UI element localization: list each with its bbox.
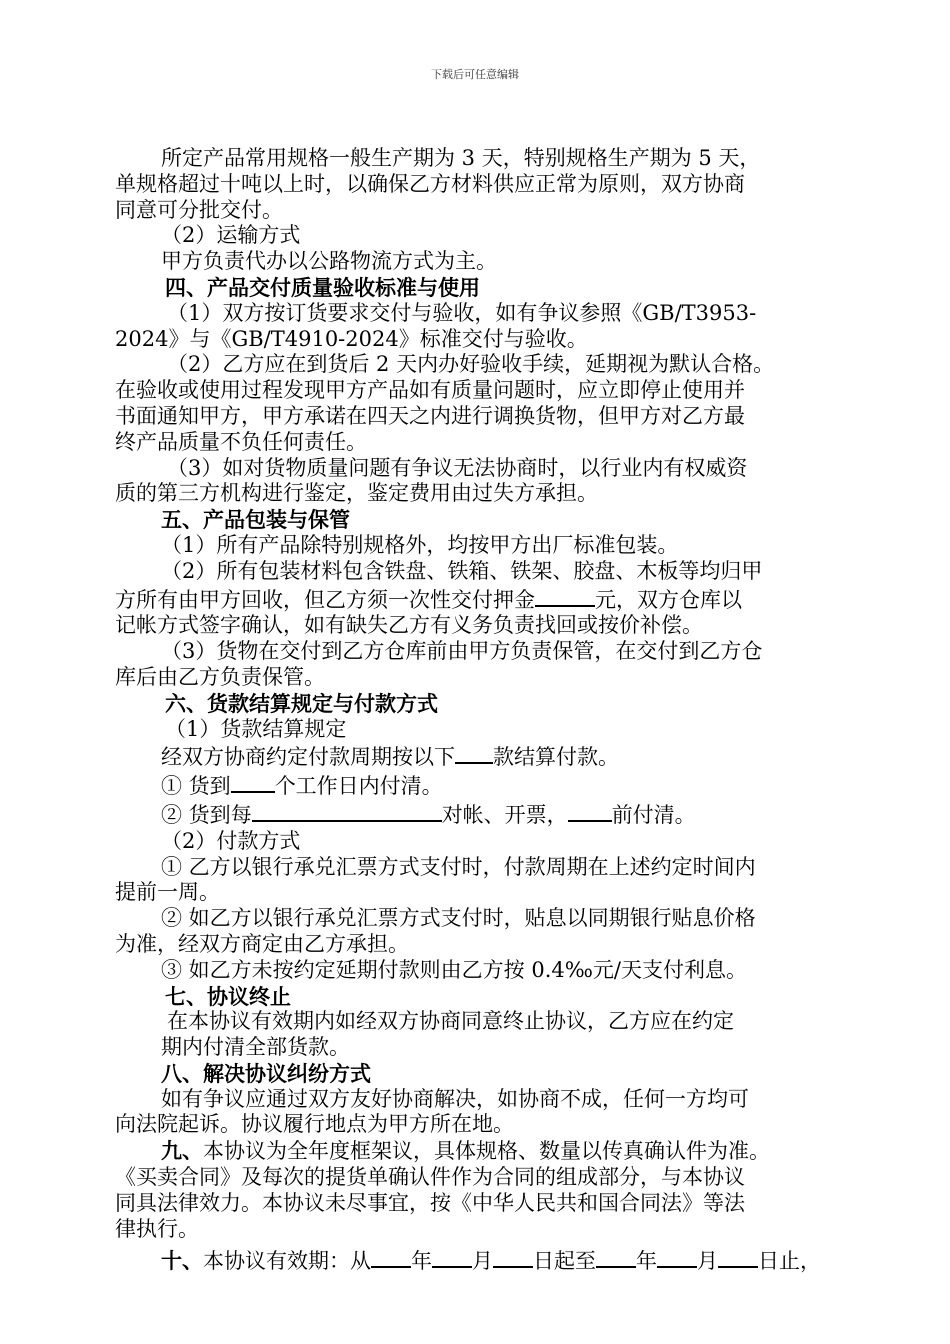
paragraph-line xyxy=(115,800,845,829)
text-span: 月 xyxy=(472,1249,493,1274)
paragraph-line: ③ 如乙方未按约定延期付款则由乙方按 0.4‰元/天支付利息。 xyxy=(161,957,747,982)
paragraph-line xyxy=(115,742,845,771)
deposit-blank[interactable] xyxy=(535,585,595,607)
workdays-blank[interactable] xyxy=(231,771,275,793)
reconcile-period-blank[interactable] xyxy=(252,800,442,822)
text-span: 本协议为全年度框架议，具体规格、数量以传真确认件为准。 xyxy=(203,1139,770,1164)
section-heading-5: 五、产品包装与保管 xyxy=(161,507,350,533)
end-year-blank[interactable] xyxy=(596,1246,636,1268)
paragraph-line: 如有争议应通过双方友好协商解决，如协商不成，任何一方均可 xyxy=(161,1086,749,1111)
paragraph-line: 库后由乙方负责保管。 xyxy=(115,664,325,689)
text-span: 年 xyxy=(636,1249,657,1274)
section-heading-6: 六、货款结算规定与付款方式 xyxy=(165,690,438,716)
start-month-blank[interactable] xyxy=(432,1246,472,1268)
text-span: 月 xyxy=(697,1249,718,1274)
paragraph-line: （2）所有包装材料包含铁盘、铁箱、铁架、胶盘、木板等均归甲 xyxy=(161,558,763,583)
text-span: 元，双方仓库以 xyxy=(595,587,742,612)
paragraph-line: 2024》与《GB/T4910-2024》标准交付与验收。 xyxy=(115,326,588,351)
paragraph-line: 在本协议有效期内如经双方协商同意终止协议，乙方应在约定 xyxy=(167,1009,734,1034)
paragraph-line: 所定产品常用规格一般生产期为 3 天，特别规格生产期为 5 天， xyxy=(161,146,761,170)
paragraph-line: （3）货物在交付到乙方仓库前由甲方负责保管，在交付到乙方仓 xyxy=(161,639,763,664)
paragraph-line: 向法院起诉。协议履行地点为甲方所在地。 xyxy=(115,1112,514,1137)
text-span: ① 货到 xyxy=(161,774,231,799)
section-heading-8: 八、解决协议纠纷方式 xyxy=(161,1060,371,1086)
text-span: 前付清。 xyxy=(611,802,696,827)
paragraph-line: （1）双方按订货要求交付与验收，如有争议参照《GB/T3953- xyxy=(167,300,757,325)
section-heading-10: 十、 xyxy=(161,1248,203,1274)
end-month-blank[interactable] xyxy=(657,1246,697,1268)
section-heading-9: 九、 xyxy=(161,1138,203,1164)
text-span: 日起至 xyxy=(533,1249,596,1274)
paragraph-line: 为准，经双方商定由乙方承担。 xyxy=(115,931,409,956)
paragraph-line: ② 如乙方以银行承兑汇票方式支付时，贴息以同期银行贴息价格 xyxy=(161,906,756,931)
subheading: （1）货款结算规定 xyxy=(165,716,347,741)
paragraph-line: 质的第三方机构进行鉴定，鉴定费用由过失方承担。 xyxy=(115,481,598,506)
paragraph-line: 记帐方式签字确认，如有缺失乙方有义务负责找回或按价补偿。 xyxy=(115,613,703,638)
paragraph-line: 同意可分批交付。 xyxy=(115,197,283,222)
subheading: （2）付款方式 xyxy=(161,828,301,853)
paragraph-line: （3）如对货物质量问题有争议无法协商时，以行业内有权威资 xyxy=(167,455,748,480)
paragraph-line: 终产品质量不负任何责任。 xyxy=(115,429,367,454)
paragraph-line: 《买卖合同》及每次的提货单确认件作为合同的组成部分，与本协议 xyxy=(115,1165,745,1190)
paragraph-line: 提前一周。 xyxy=(115,880,220,905)
text-span: 款结算付款。 xyxy=(493,745,619,770)
payment-method-blank[interactable] xyxy=(455,742,493,764)
section-heading-4: 四、产品交付质量验收标准与使用 xyxy=(165,274,480,300)
text-span: 经双方协商约定付款周期按以下 xyxy=(161,745,455,770)
page-header-note: 下载后可任意编辑 xyxy=(431,68,519,81)
paragraph-line: 期内付清全部货款。 xyxy=(161,1035,350,1060)
paragraph-line: 在验收或使用过程发现甲方产品如有质量问题时，应立即停止使用并 xyxy=(115,378,745,403)
paragraph-line: 同具法律效力。本协议未尽事宜，按《中华人民共和国合同法》等法 xyxy=(115,1190,745,1215)
text-span: ② 货到每 xyxy=(161,802,252,827)
text-span: 年 xyxy=(411,1249,432,1274)
paragraph-line: ① 乙方以银行承兑汇票方式支付时，付款周期在上述约定时间内 xyxy=(161,854,756,879)
start-day-blank[interactable] xyxy=(493,1246,533,1268)
paragraph-line: 律执行。 xyxy=(115,1216,199,1241)
section-heading-7: 七、协议终止 xyxy=(165,983,291,1009)
paragraph-line xyxy=(115,585,845,614)
paragraph-line xyxy=(115,1138,845,1165)
contract-body xyxy=(115,146,845,1275)
paragraph-line: 甲方负责代办以公路物流方式为主。 xyxy=(161,249,497,274)
paragraph-line: 单规格超过十吨以上时，以确保乙方材料供应正常为原则，双方协商 xyxy=(115,171,745,196)
paragraph-line: 书面通知甲方，甲方承诺在四天之内进行调换货物，但甲方对乙方最 xyxy=(115,403,745,428)
start-year-blank[interactable] xyxy=(371,1246,411,1268)
text-span: 日止， xyxy=(758,1249,821,1274)
paragraph-line xyxy=(115,771,845,800)
text-span: 方所有由甲方回收，但乙方须一次性交付押金 xyxy=(115,587,535,612)
subheading: （2）运输方式 xyxy=(161,223,301,248)
text-span: 个工作日内付清。 xyxy=(274,774,443,799)
paragraph-line: （1）所有产品除特别规格外，均按甲方出厂标准包装。 xyxy=(161,532,679,557)
due-date-blank[interactable] xyxy=(568,800,612,822)
end-day-blank[interactable] xyxy=(718,1246,758,1268)
paragraph-line xyxy=(115,1246,845,1275)
text-span: 本协议有效期：从 xyxy=(203,1249,371,1274)
paragraph-line: （2）乙方应在到货后 2 天内办好验收手续，延期视为默认合格。 xyxy=(167,352,775,377)
text-span: 对帐、开票， xyxy=(441,802,568,827)
